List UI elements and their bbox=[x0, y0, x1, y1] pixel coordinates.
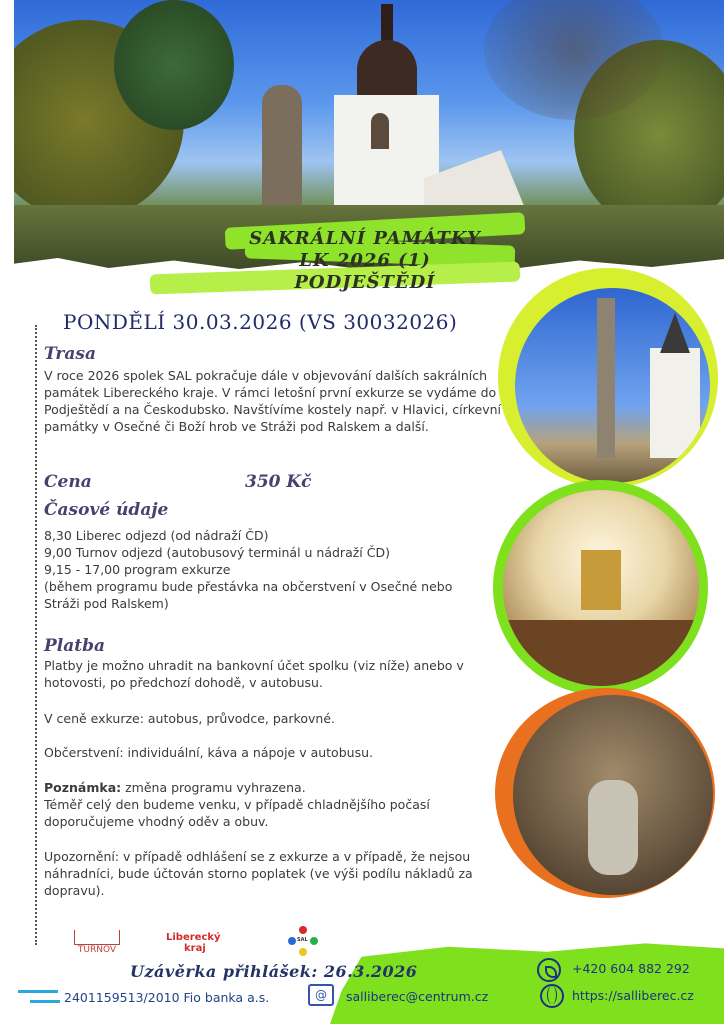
church-spire bbox=[381, 4, 393, 44]
platba-included: V ceně exkurze: autobus, průvodce, parkovné. bbox=[44, 711, 335, 726]
email-icon: @ bbox=[308, 984, 334, 1006]
schedule-line: Stráži pod Ralskem) bbox=[44, 596, 169, 611]
column-photo bbox=[515, 288, 710, 483]
cancellation-note: Upozornění: v případě odhlášení se z exkurze a v případě, že nejsou náhradníci, bude účtován storno poplatek (ve výši podílu nákladů za dopravu). bbox=[44, 849, 473, 898]
schedule-line: 8,30 Liberec odjezd (od nádraží ČD) bbox=[44, 528, 269, 543]
weather-note: Téměř celý den budeme venku, v případě chladnějšího počasí doporučujeme vhodný oděv a obuv. bbox=[44, 797, 430, 829]
price-value: 350 Kč bbox=[245, 472, 312, 492]
event-title bbox=[215, 228, 515, 294]
email-link[interactable]: salliberec@centrum.cz bbox=[346, 989, 489, 1004]
trasa-text: V roce 2026 spolek SAL pokračuje dále v objevování dalších sakrálních památek Libereckého kraje. V rámci letošní první exkurze se vydáme do Podještědí a na Českodubsko. Navštívíme kostely např. v Hlavici, církevní památky v Osečné či Boží hrob ve Stráži pod Ralskem a další. bbox=[44, 368, 502, 434]
title-line-3: PODJEŠTĚDÍ bbox=[294, 272, 436, 293]
globe-icon bbox=[540, 984, 564, 1008]
turnov-logo-text: TURNOV bbox=[77, 945, 117, 955]
registration-deadline: Uzávěrka přihlášek: 26.3.2026 bbox=[130, 962, 418, 981]
turnov-logo bbox=[74, 930, 120, 955]
casove-heading: Časové údaje bbox=[44, 500, 169, 520]
schedule-list bbox=[44, 527, 504, 612]
turnov-logo-mark bbox=[74, 930, 120, 945]
plague-column bbox=[597, 298, 615, 458]
note-label: Poznámka: bbox=[44, 780, 122, 795]
church-interior-photo bbox=[503, 490, 699, 686]
sal-logo-text: SAL bbox=[297, 937, 308, 943]
event-date: PONDĚLÍ 30.03.2026 (VS 30032026) bbox=[63, 310, 458, 334]
white-church bbox=[650, 348, 700, 458]
liberecky-kraj-logo bbox=[166, 932, 221, 954]
altar bbox=[581, 550, 621, 610]
schedule-line: 9,15 - 17,00 program exkurze bbox=[44, 562, 231, 577]
phone-number[interactable]: +420 604 882 292 bbox=[572, 961, 690, 976]
title-line-1: SAKRÁLNÍ PAMÁTKY bbox=[249, 228, 481, 249]
pews bbox=[503, 620, 699, 686]
cena-heading: Cena bbox=[44, 472, 92, 492]
trasa-heading: Trasa bbox=[44, 344, 96, 364]
sal-dot-yellow bbox=[299, 948, 307, 956]
sal-dot-blue bbox=[288, 937, 296, 945]
bank-account: 2401159513/2010 Fio banka a.s. bbox=[64, 990, 270, 1005]
note-text: změna programu vyhrazena. bbox=[121, 780, 306, 795]
schedule-line: (během programu bude přestávka na občerstvení v Osečné nebo bbox=[44, 579, 453, 594]
schedule-line: 9,00 Turnov odjezd (autobusový terminál u nádraží ČD) bbox=[44, 545, 390, 560]
platba-text: Platby je možno uhradit na bankovní účet spolku (viz níže) anebo v hotovosti, po předchozí dohodě, v autobusu. bbox=[44, 658, 464, 690]
blue-accent-line bbox=[18, 990, 58, 993]
sal-dot-red bbox=[299, 926, 307, 934]
platba-refreshment: Občerstvení: individuální, káva a nápoje v autobusu. bbox=[44, 745, 373, 760]
church-window bbox=[371, 113, 389, 149]
title-line-2: LK 2026 (1) bbox=[299, 250, 431, 271]
blue-accent-line bbox=[30, 1000, 60, 1003]
phone-icon bbox=[537, 958, 561, 982]
website-link[interactable]: https://salliberec.cz bbox=[572, 988, 694, 1003]
note bbox=[44, 779, 504, 796]
tree-foliage bbox=[114, 0, 234, 130]
sal-dot-green bbox=[310, 937, 318, 945]
church-dome bbox=[357, 40, 417, 100]
dotted-border bbox=[35, 325, 37, 945]
footer-green-brush bbox=[330, 940, 724, 1024]
sal-logo bbox=[288, 926, 318, 956]
kraj-logo-line1: Liberecký bbox=[166, 932, 221, 943]
christ-sculpture bbox=[588, 780, 638, 875]
platba-heading: Platba bbox=[44, 636, 106, 656]
phone-icon-glyph bbox=[545, 966, 557, 978]
statue bbox=[262, 85, 302, 225]
kraj-logo-line2: kraj bbox=[184, 943, 206, 954]
tomb-photo bbox=[513, 695, 713, 895]
globe-icon-meridian bbox=[547, 986, 557, 1004]
